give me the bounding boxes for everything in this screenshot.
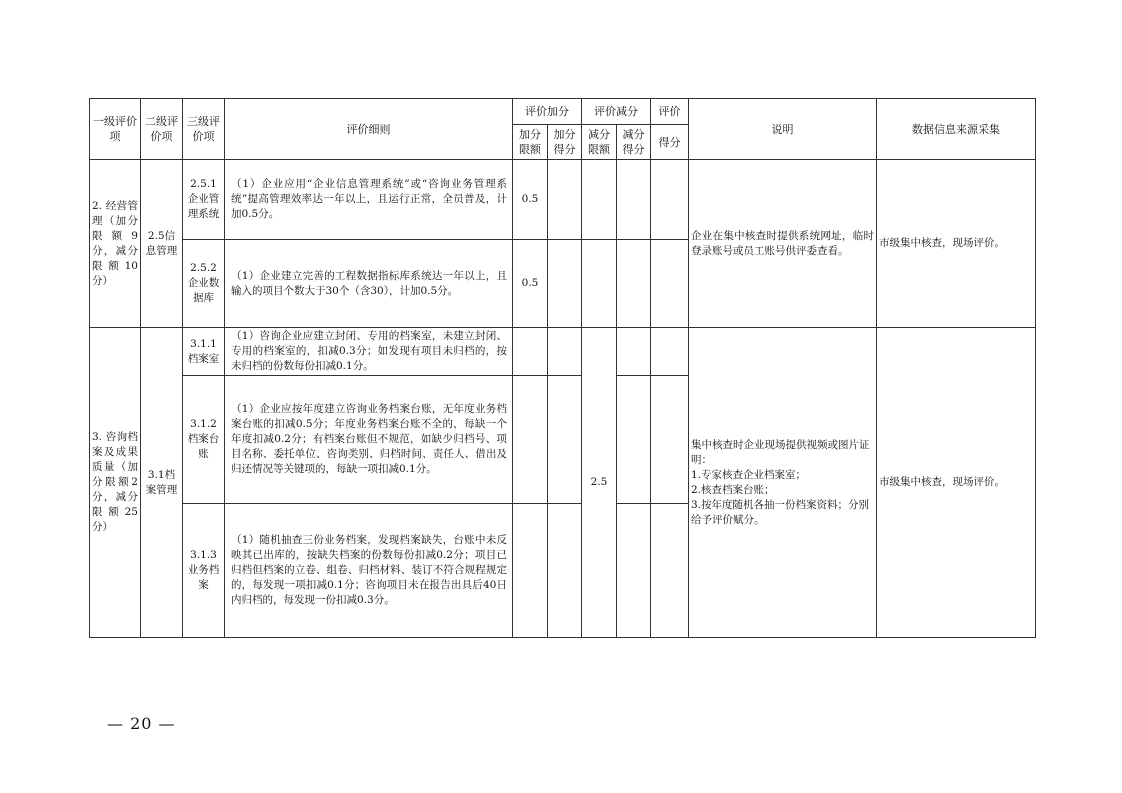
page-number: — 20 — [107, 714, 176, 733]
header-row-1 [90, 99, 1036, 125]
detail-cell: （1）随机抽查三份业务档案，发现档案缺失，台账中未反映其已出库的，按缺失档案的份数每份扣减0.2分；项目已归档但档案的立卷、组卷、归档材料、装订不符合规程规定的，每发现一项扣减0.1分；咨询项目未在报告出具后40日内归档的，每发现一份扣减0.3分。 [225, 504, 513, 638]
bonus-score-cell [548, 160, 582, 240]
eval-score-cell [651, 504, 689, 638]
table-row [90, 328, 1036, 376]
level1-cell: 2. 经营管理（加分限额9分，减分限额10分） [90, 160, 141, 328]
header-level1: 一级评价项 [90, 99, 141, 160]
deduct-limit-cell: 2.5 [582, 328, 617, 638]
deduct-limit-cell [582, 160, 617, 240]
header-level3: 三级评价项 [183, 99, 225, 160]
detail-cell: （1）咨询企业应建立封闭、专用的档案室，未建立封闭、专用的档案室的，扣减0.3分；如发现有项目未归档的，按未归档的份数每份扣减0.1分。 [225, 328, 513, 376]
source-cell: 市级集中核查，现场评价。 [877, 160, 1036, 328]
level3-cell: 3.1.1档案室 [183, 328, 225, 376]
deduct-score-cell [617, 376, 651, 504]
deduct-score-cell [617, 328, 651, 376]
eval-score-cell [651, 160, 689, 240]
level1-cell: 3. 咨询档案及成果质量（加分限额2分，减分限额25分） [90, 328, 141, 638]
header-bonus-score: 加分得分 [548, 125, 582, 160]
header-detail: 评价细则 [225, 99, 513, 160]
note-cell: 企业在集中核查时提供系统网址，临时登录账号或员工账号供评委查看。 [689, 160, 877, 328]
header-source: 数据信息来源采集 [877, 99, 1036, 160]
bonus-limit-cell [513, 328, 548, 376]
bonus-score-cell [548, 376, 582, 504]
header-eval-score: 得分 [651, 125, 689, 160]
level2-cell: 2.5信息管理 [141, 160, 183, 328]
bonus-score-cell [548, 504, 582, 638]
detail-cell: （1）企业建立完善的工程数据指标库系统达一年以上，且输入的项目个数大于30个（含30），计加0.5分。 [225, 240, 513, 328]
deduct-limit-cell [582, 240, 617, 328]
header-deduct-group: 评价减分 [582, 99, 651, 125]
evaluation-table [89, 98, 1036, 638]
header-deduct-score: 减分得分 [617, 125, 651, 160]
header-bonus-group: 评价加分 [513, 99, 582, 125]
bonus-limit-cell [513, 376, 548, 504]
deduct-score-cell [617, 160, 651, 240]
table-row [90, 160, 1036, 240]
deduct-score-cell [617, 240, 651, 328]
header-deduct-limit: 减分限额 [582, 125, 617, 160]
bonus-limit-cell [513, 504, 548, 638]
eval-score-cell [651, 328, 689, 376]
header-eval-group: 评价 [651, 99, 689, 125]
level3-cell: 2.5.2企业数据库 [183, 240, 225, 328]
level3-cell: 3.1.2档案台账 [183, 376, 225, 504]
deduct-score-cell [617, 504, 651, 638]
level3-cell: 3.1.3业务档案 [183, 504, 225, 638]
header-bonus-limit: 加分限额 [513, 125, 548, 160]
bonus-limit-cell: 0.5 [513, 240, 548, 328]
level2-cell: 3.1档案管理 [141, 328, 183, 638]
detail-cell: （1）企业应用“企业信息管理系统”或“咨询业务管理系统”提高管理效率达一年以上，且运行正常，全员普及，计加0.5分。 [225, 160, 513, 240]
eval-score-cell [651, 376, 689, 504]
level3-cell: 2.5.1企业管理系统 [183, 160, 225, 240]
header-level2: 二级评价项 [141, 99, 183, 160]
detail-cell: （1）企业应按年度建立咨询业务档案台账，无年度业务档案台账的扣减0.5分；年度业务档案台账不全的，每缺一个年度扣减0.2分；有档案台账但不规范，如缺少归档号、项目名称、委托单位、咨询类别、归档时间、责任人、借出及归还情况等关键项的，每缺一项扣减0.1分。 [225, 376, 513, 504]
bonus-score-cell [548, 328, 582, 376]
source-cell: 市级集中核查，现场评价。 [877, 328, 1036, 638]
note-cell: 集中核查时企业现场提供视频或图片证明： 1.专家核查企业档案室； 2.核查档案台账； 3.按年度随机各抽一份档案资料；分别给予评价赋分。 [689, 328, 877, 638]
eval-score-cell [651, 240, 689, 328]
bonus-limit-cell: 0.5 [513, 160, 548, 240]
bonus-score-cell [548, 240, 582, 328]
header-note: 说明 [689, 99, 877, 160]
